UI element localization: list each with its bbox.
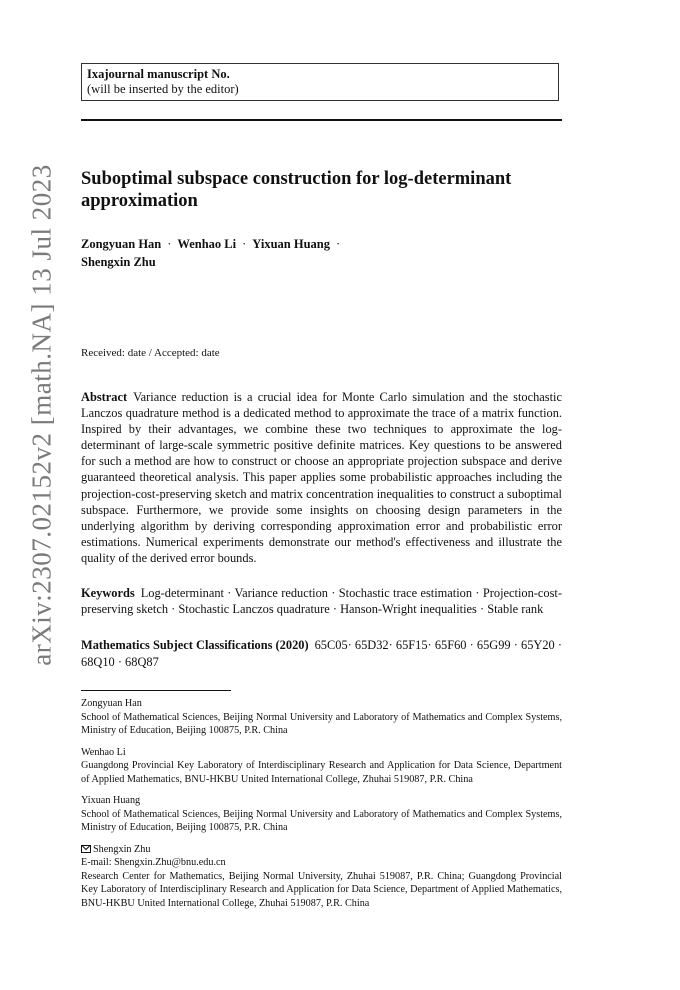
footnote-rule [81,690,231,691]
affiliation-block [81,843,562,911]
envelope-icon [81,845,91,853]
author-separator: · [242,237,247,251]
affiliation-text: Guangdong Provincial Key Laboratory of Interdisciplinary Research and Application for Data Science, Department of Applied Mathematics, BNU-HKBU United International College, Zhuhai 519087, P.R. China [81,760,562,785]
affiliation-text: Research Center for Mathematics, Beijing Normal University, Zhuhai 519087, P.R. China; Guangdong Provincial Key Laboratory of Interdisciplinary Research and Application for Data Science, Department of Applied Mathematics, BNU-HKBU United International College, Zhuhai 519087, P.R. China [81,870,562,909]
abstract-label: Abstract [81,390,128,404]
author-email: E-mail: Shengxin.Zhu@bnu.edu.cn [81,857,226,868]
author-separator: · [336,237,341,251]
affiliation-block [81,697,562,738]
author-separator: · [167,237,172,251]
author-list [81,235,511,271]
author-line-1 [81,235,511,253]
affiliation-name: Shengxin Zhu [93,843,151,855]
manuscript-editor-note: (will be inserted by the editor) [87,82,239,96]
keywords-text: Log-determinant · Variance reduction · Stochastic trace estimation · Projection-cost-preserving sketch · Stochastic Lanczos quadrature · Hanson-Wright inequalities · Stable rank [81,586,562,617]
author-name: Zongyuan Han [81,237,162,251]
affiliation-name: Yixuan Huang [81,795,141,806]
affiliation-text: School of Mathematical Sciences, Beijing Normal University and Laboratory of Mathematics and Complex Systems, Ministry of Education, Beijing 100875, P.R. China [81,711,562,736]
abstract [81,389,562,566]
abstract-text: Variance reduction is a crucial idea for Monte Carlo simulation and the stochastic Lanczos quadrature method is a dedicated method to approximate the trace of a matrix function. Inspired by their advantages, we combine these two techniques to approximate the log-determinant of large-scale symmetric positive definite matrices. Key questions to be answered for such a method are how to construct or choose an appropriate projection subspace and derive guaranteed theoretical analysis. This paper applies some probabilistic approaches including the projection-cost-preserving sketch and matrix concentration inequalities to construct a suboptimal subspace. Furthermore, we provide some insights on choosing design parameters in the underlying algorithm by deriving corresponding approximation error and probabilistic error estimations. Numerical experiments demonstrate our method's effectiveness and illustrate the quality of the derived error bounds. [81,390,562,565]
arxiv-identifier [22,150,62,680]
manuscript-line: Ixajournal manuscript No. [87,67,230,81]
paper-title: Suboptimal subspace construction for log-determinant approximation [81,169,512,211]
header-rule [81,119,562,121]
subject-classification [81,637,562,671]
received-date: Received: date / Accepted: date [81,347,220,359]
keywords-label: Keywords [81,586,135,600]
arxiv-identifier-text: arXiv:2307.02152v2 [math.NA] 13 Jul 2023 [26,164,57,666]
manuscript-box [81,63,559,101]
keywords [81,585,562,617]
msc-label: Mathematics Subject Classifications (2020) [81,638,309,652]
affiliation-block [81,746,562,787]
msc-codes: 65C05· 65D32· 65F15· 65F60 · 65G99 · 65Y20 · 68Q10 · 68Q87 [81,638,562,669]
affiliation-block [81,794,562,835]
affiliations [81,697,562,918]
affiliation-name: Wenhao Li [81,746,126,758]
affiliation-text: School of Mathematical Sciences, Beijing Normal University and Laboratory of Mathematics and Complex Systems, Ministry of Education, Beijing 100875, P.R. China [81,808,562,833]
author-name: Wenhao Li [177,237,237,251]
corresponding-author [81,843,562,857]
author-line-2 [81,253,511,271]
author-name: Shengxin Zhu [81,255,156,269]
author-name: Yixuan Huang [252,237,330,251]
affiliation-name: Zongyuan Han [81,698,142,709]
